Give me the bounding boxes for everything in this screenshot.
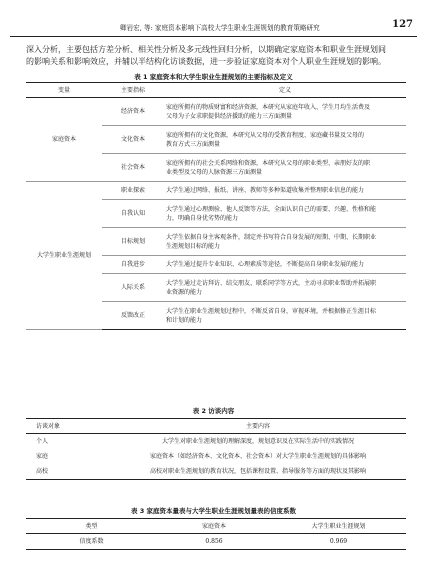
table2-header-object: 访谈对象 — [26, 419, 110, 434]
table2-content: 高校对职业生涯规划的教育状况，包括课程设置、指导服务等方面的现状及其影响 — [110, 464, 406, 480]
table3-header-family-capital: 家庭资本 — [157, 519, 271, 534]
table1-header-indicator: 主要指标 — [102, 83, 164, 98]
page-number: 127 — [392, 19, 413, 30]
table1-category-career-planning: 大学生职业生涯规划 — [26, 182, 102, 330]
table1-header-definition: 定义 — [164, 83, 406, 98]
running-header — [10, 20, 417, 37]
table2-object: 个人 — [36, 438, 49, 445]
table3-family-capital-value: 0.856 — [157, 534, 271, 550]
table1-header-variable: 变量 — [26, 83, 102, 98]
table1-indicator: 目标规划 — [102, 228, 164, 256]
table1 — [26, 82, 406, 330]
table1-caption: 表 1 家庭资本和大学生职业生涯规划的主要指标及定义 — [134, 73, 293, 81]
table1-definition: 大学生依据自身主客观条件，制定并书写符合自身发展的短期、中期、长期职业 生涯规划目标的能力 — [164, 228, 406, 256]
table3-header-type: 类型 — [26, 519, 157, 534]
table1-indicator: 职业探索 — [102, 182, 164, 200]
table1-indicator: 经济资本 — [102, 98, 164, 126]
table2-content: 家庭资本（如经济资本、文化资本、社会资本）对大学生职业生涯规划的具体影响 — [149, 453, 366, 460]
table1-definition: 大学生通过走访拜访、结交朋友、联系同学等方式，主动寻求职业帮助并拓展职 业资源的能力 — [164, 274, 406, 302]
table1-indicator: 自我认知 — [102, 200, 164, 228]
table2-content: 大学生对职业生涯规划的理解深度，规划意识及在实际生活中的实践情况 — [161, 438, 354, 445]
table1-definition: 大学生通过心理测验、他人反馈等方法，全面认识自己的需要、兴趣、性格和能 力，明确自身优劣势的能力 — [164, 200, 406, 228]
intro-paragraph — [26, 44, 406, 68]
table1-indicator: 自我进步 — [102, 256, 164, 274]
intro-line: 的影响关系和影响效应，并辅以半结构化访谈数据，进一步验证家庭资本对个人职业生涯规划的影响。 — [26, 57, 386, 66]
table2-caption: 表 2 访谈内容 — [192, 407, 235, 415]
table1-definition: 家庭所拥有的物质财富和经济资源，本研究从家庭年收入、学生月均生活费及 父母为子女求职提供经济援助的能力三方面测量 — [164, 98, 406, 126]
table1-indicator: 社会资本 — [102, 154, 164, 182]
table2-object: 高校 — [26, 464, 110, 480]
table1-indicator: 人际关系 — [102, 274, 164, 302]
table1-definition: 家庭所拥有的文化资源，本研究从父母的受教育程度、家庭藏书量及父母的 教育方式三方面测量 — [164, 126, 406, 154]
table2 — [26, 418, 406, 480]
table1-definition: 家庭所拥有的社会关系网络和资源，本研究从父母的职业类型、亲朋好友的职 业类型及父母的人脉资源三方面测量 — [164, 154, 406, 182]
table3 — [26, 518, 406, 550]
running-title: 卿岩宏, 等: 家庭资本影响下高校大学生职业生涯规划的教育策略研究 — [120, 24, 320, 32]
table1-definition: 大学生在职业生涯规划过程中，不断反省自身，审视环境，并根据修正生涯目标 和计划的能力 — [164, 302, 406, 330]
table1-indicator: 反馈改正 — [102, 302, 164, 330]
table1-indicator: 文化资本 — [102, 126, 164, 154]
table2-header-content: 主要内容 — [110, 419, 406, 434]
table3-row-label: 信度系数 — [26, 534, 157, 550]
intro-line: 深入分析，主要包括方差分析、相关性分析及多元线性回归分析，以期确定家庭资本和职业生涯规划间 — [26, 45, 386, 54]
table3-caption: 表 3 家庭资本量表与大学生职业生涯规划量表的信度系数 — [130, 507, 297, 515]
table3-header-career-planning: 大学生职业生涯规划 — [271, 519, 406, 534]
table3-career-planning-value: 0.969 — [271, 534, 406, 550]
table1-definition: 大学生通过提升专业知识、心理素质等途径，不断提高自身职业发展的能力 — [164, 256, 406, 274]
table1-definition: 大学生通过网络、报纸、讲座、教师等多种渠道收集并整理职业信息的能力 — [164, 182, 406, 200]
table1-category-family-capital: 家庭资本 — [26, 98, 102, 182]
table2-object: 家庭 — [36, 453, 49, 460]
